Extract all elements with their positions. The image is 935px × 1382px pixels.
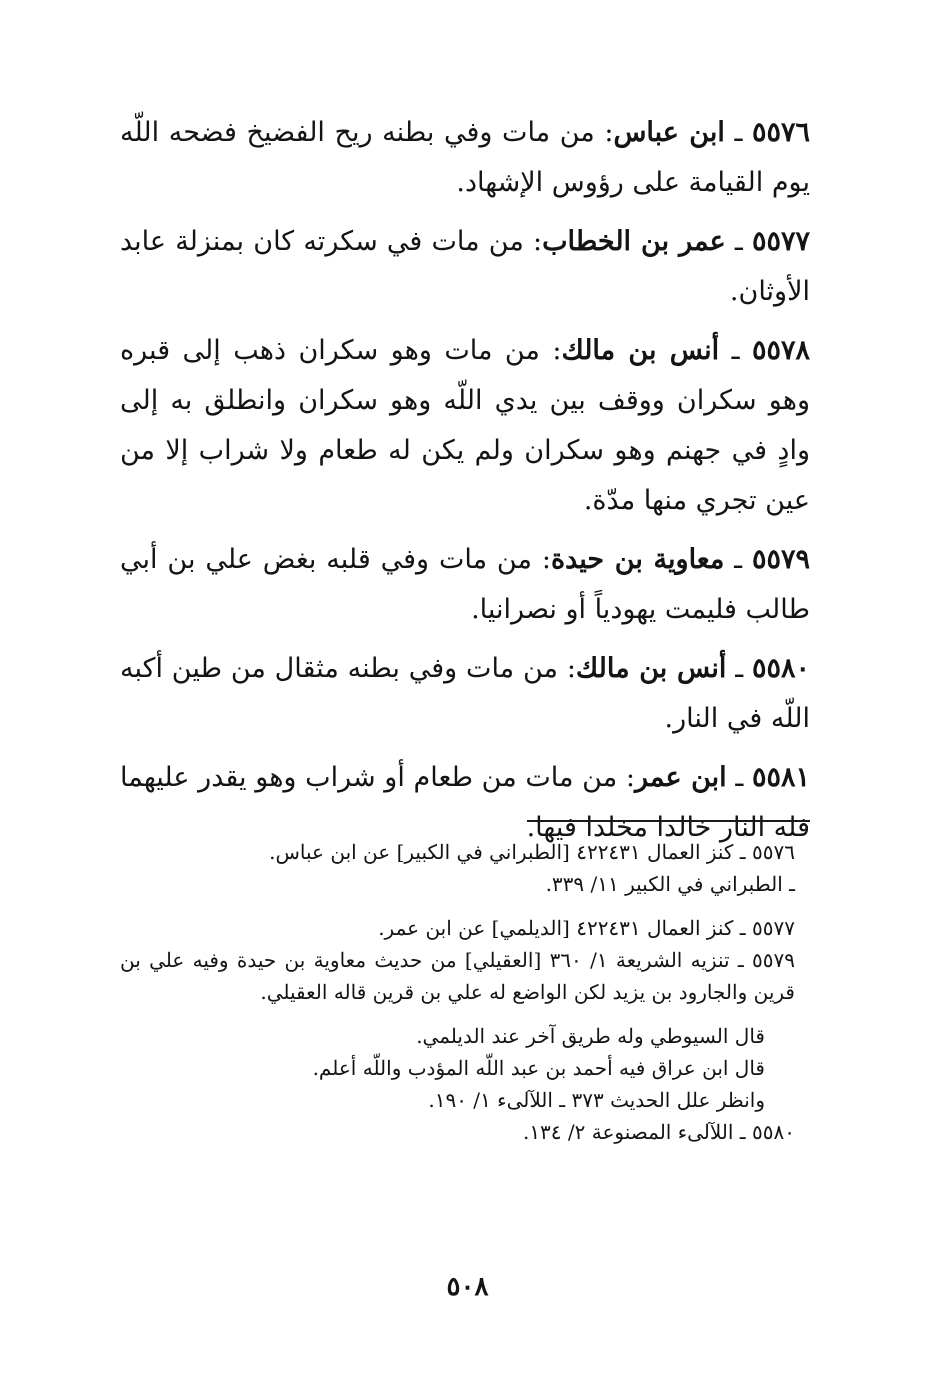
hadith-narrator: ابن عمر <box>634 762 727 793</box>
footnote: قال ابن عراق فيه أحمد بن عبد اللّه المؤدب واللّه أعلم. <box>312 1056 765 1080</box>
page-number: ٥٠٨ <box>446 1272 489 1302</box>
hadith-entry: ٥٥٨١ ـ ابن عمر: من مات من طعام أو شراب وهو يقدر عليهما فله النار خالدا مخلدا فيها. <box>120 762 810 843</box>
hadith-number: ٥٥٧٨ <box>751 335 810 366</box>
hadith-narrator: عمر بن الخطاب <box>542 226 726 257</box>
hadith-text: من مات من طعام أو شراب وهو يقدر عليهما فله النار خالدا مخلدا فيها. <box>120 762 810 843</box>
hadith-number: ٥٥٧٧ <box>751 226 810 257</box>
footnote: ٥٥٧٦ ـ كنز العمال ٤٢٢٤٣١ [الطبراني في الكبير] عن ابن عباس. <box>269 840 795 864</box>
hadith-entries <box>120 108 810 862</box>
footnote-divider <box>527 820 810 822</box>
footnote: وانظر علل الحديث ٣٧٣ ـ اللآلىء ١/ ١٩٠. <box>428 1088 765 1112</box>
footnote: ٥٥٧٧ ـ كنز العمال ٤٢٢٤٣١ [الديلمي] عن ابن عمر. <box>378 916 795 940</box>
hadith-text: من مات وهو سكران ذهب إلى قبره وهو سكران ووقف بين يدي اللّه وهو سكران وانطلق به إلى وادٍ في جهنم وهو سكران ولم يكن له طعام ولا شراب إلا من عين تجري منها مدّة. <box>120 335 810 516</box>
footnote: ٥٥٧٩ ـ تنزيه الشريعة ١/ ٣٦٠ [العقيلي] من حديث معاوية بن حيدة وفيه علي بن قرين والجارود بن يزيد لكن الواضع له علي بن قرين قاله العقيلي. <box>120 948 795 1004</box>
footnotes <box>120 836 795 1148</box>
hadith-entry: ٥٥٧٩ ـ معاوية بن حيدة: من مات وفي قلبه بغض علي بن أبي طالب فليمت يهودياً أو نصرانيا. <box>120 544 810 625</box>
hadith-number: ٥٥٨٠ <box>751 653 810 684</box>
hadith-number: ٥٥٧٦ <box>752 117 811 148</box>
hadith-text: من مات وفي قلبه بغض علي بن أبي طالب فليمت يهودياً أو نصرانيا. <box>120 544 810 625</box>
hadith-text: من مات وفي بطنه ريح الفضيخ فضحه اللّه يوم القيامة على رؤوس الإشهاد. <box>120 117 810 198</box>
footnote: قال السيوطي وله طريق آخر عند الديلمي. <box>416 1024 765 1048</box>
hadith-narrator: أنس بن مالك <box>561 335 720 366</box>
hadith-narrator: أنس بن مالك <box>575 653 727 684</box>
hadith-number: ٥٥٨١ <box>751 762 810 793</box>
footnote: ٥٥٨٠ ـ اللآلىء المصنوعة ٢/ ١٣٤. <box>522 1120 795 1144</box>
hadith-text: من مات في سكرته كان بمنزلة عابد الأوثان. <box>120 226 810 307</box>
hadith-entry: ٥٥٨٠ ـ أنس بن مالك: من مات وفي بطنه مثقال من طين أكبه اللّه في النار. <box>120 653 810 734</box>
footnote: ـ الطبراني في الكبير ١١/ ٣٣٩. <box>545 872 795 896</box>
hadith-entry: ٥٥٧٧ ـ عمر بن الخطاب: من مات في سكرته كان بمنزلة عابد الأوثان. <box>120 226 810 307</box>
hadith-number: ٥٥٧٩ <box>751 544 810 575</box>
hadith-narrator: ابن عباس <box>613 117 725 148</box>
hadith-text: من مات وفي بطنه مثقال من طين أكبه اللّه في النار. <box>120 653 810 734</box>
hadith-narrator: معاوية بن حيدة <box>550 544 725 575</box>
hadith-entry: ٥٥٧٨ ـ أنس بن مالك: من مات وهو سكران ذهب إلى قبره وهو سكران ووقف بين يدي اللّه وهو سكران وانطلق به إلى وادٍ في جهنم وهو سكران ولم يكن له طعام ولا شراب إلا من عين تجري منها مدّة. <box>120 335 810 516</box>
hadith-entry: ٥٥٧٦ ـ ابن عباس: من مات وفي بطنه ريح الفضيخ فضحه اللّه يوم القيامة على رؤوس الإشهاد. <box>120 117 811 198</box>
